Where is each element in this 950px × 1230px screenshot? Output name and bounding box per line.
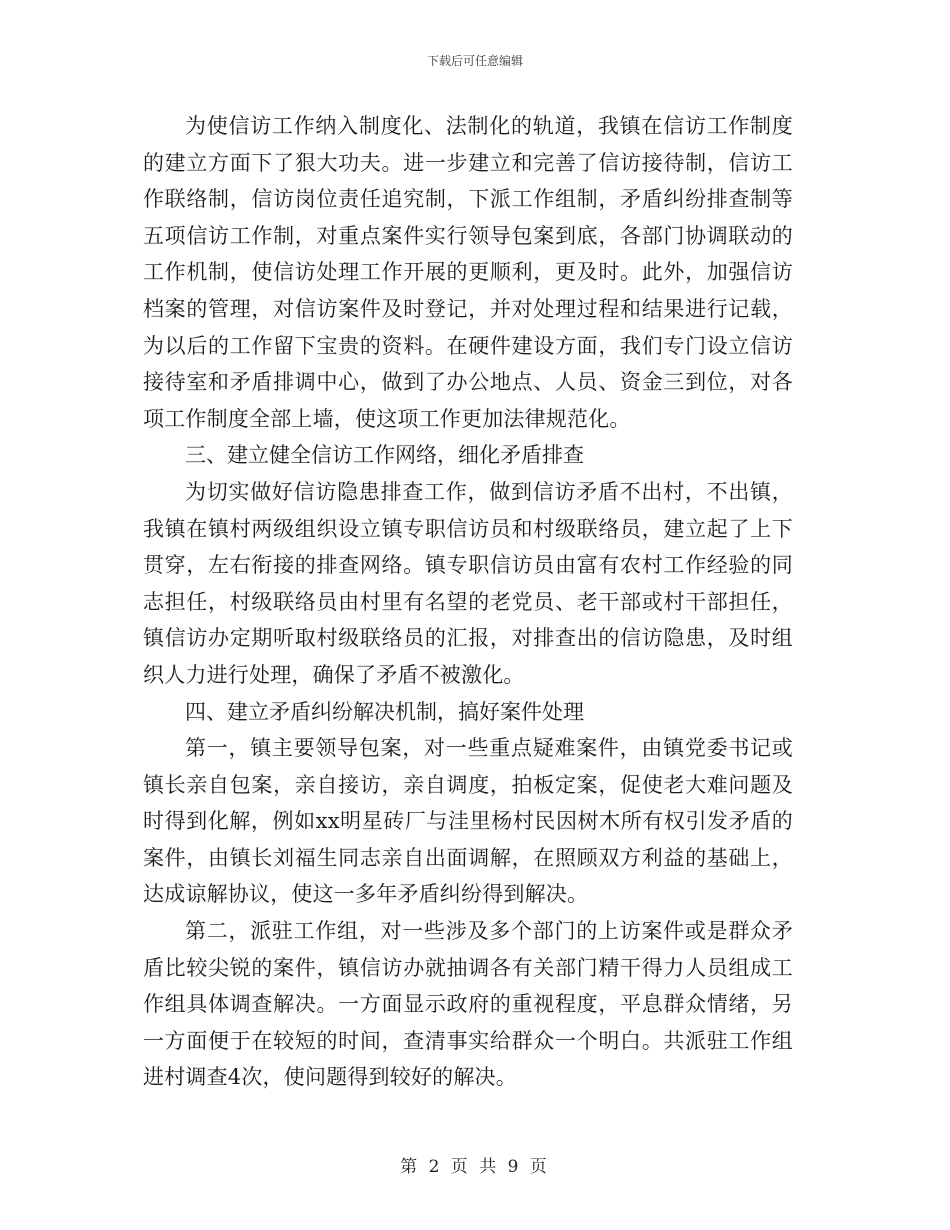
paragraph-work-group: 第二，派驻工作组，对一些涉及多个部门的上访案件或是群众矛盾比较尖锐的案件，镇信访办就抽调各有关部门精干得力人员组成工作组具体调查解决。一方面显示政府的重视程度，平息群众情绪，另一方面便于在较短的时间，查清事实给群众一个明白。共派驻工作组进村调查4次，使问题得到较好的解决。 <box>143 919 793 1090</box>
paragraph-leader-case: 第一，镇主要领导包案，对一些重点疑难案件，由镇党委书记或镇长亲自包案，亲自接访，亲自调度，拍板定案，促使老大难问题及时得到化解，例如xx明星砖厂与洼里杨村民因树木所有权引发矛盾的案件，由镇长刘福生同志亲自出面调解，在照顾双方利益的基础上，达成谅解协议，使这一多年矛盾纠纷得到解决。 <box>143 736 793 907</box>
paragraph-network: 为切实做好信访隐患排查工作，做到信访矛盾不出村，不出镇，我镇在镇村两级组织设立镇专职信访员和村级联络员，建立起了上下贯穿，左右衔接的排查网络。镇专职信访员由富有农村工作经验的同志担任，村级联络员由村里有名望的老党员、老干部或村干部担任，镇信访办定期听取村级联络员的汇报，对排查出的信访隐患，及时组织人力进行处理，确保了矛盾不被激化。 <box>143 479 793 687</box>
document-body <box>143 108 793 1096</box>
page-header: 下载后可任意编辑 <box>426 54 523 68</box>
page-number: 第 2 页 共 9 页 <box>400 1157 550 1177</box>
section-heading-4: 四、建立矛盾纠纷解决机制，搞好案件处理 <box>185 699 584 724</box>
section-heading-3: 三、建立健全信访工作网络，细化矛盾排查 <box>185 443 584 468</box>
paragraph-system-building: 为使信访工作纳入制度化、法制化的轨道，我镇在信访工作制度的建立方面下了狠大功夫。进一步建立和完善了信访接待制，信访工作联络制，信访岗位责任追究制，下派工作组制，矛盾纠纷排查制等五项信访工作制，对重点案件实行领导包案到底，各部门协调联动的工作机制，使信访处理工作开展的更顺利，更及时。此外，加强信访档案的管理，对信访案件及时登记，并对处理过程和结果进行记载，为以后的工作留下宝贵的资料。在硬件建设方面，我们专门设立信访接待室和矛盾排调中心，做到了办公地点、人员、资金三到位，对各项工作制度全部上墙，使这项工作更加法律规范化。 <box>143 114 793 431</box>
